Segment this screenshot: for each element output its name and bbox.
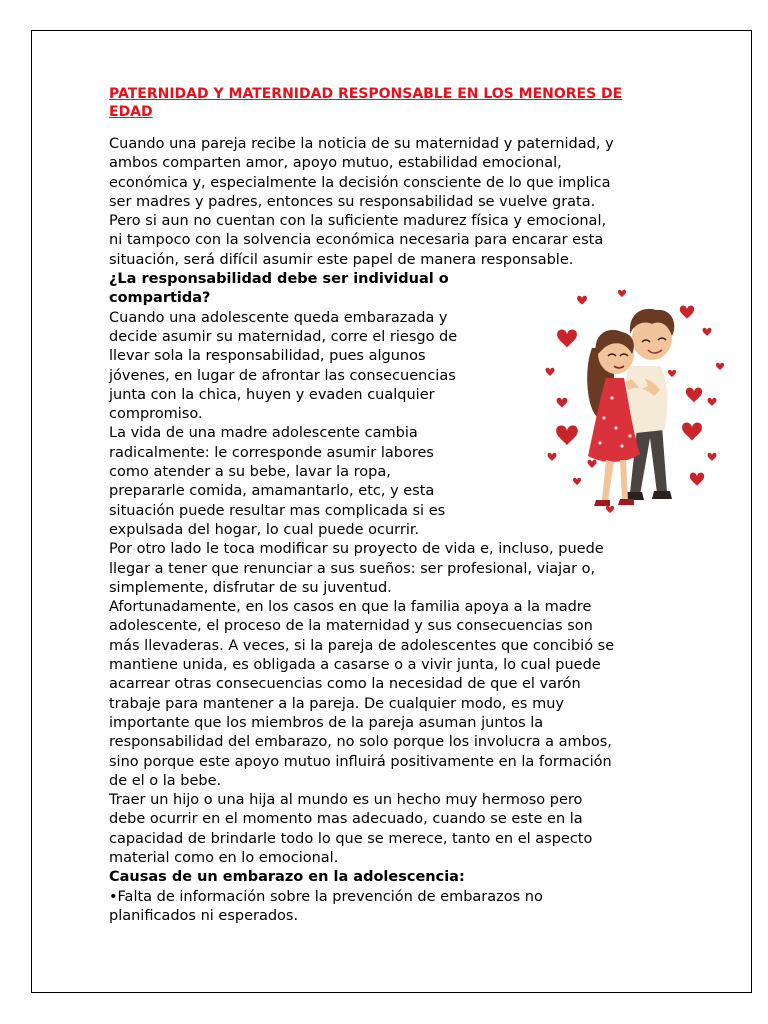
intro-paragraph (109, 135, 669, 270)
text-line: Por otro lado le toca modificar su proyecto de vida e, incluso, puede (109, 541, 604, 558)
text-line: prepararle comida, amamantarlo, etc, y esta (109, 483, 435, 500)
text-line: debe ocurrir en el momento mas adecuado, cuando se este en la (109, 811, 583, 828)
text-line: decide asumir su maternidad, corre el riesgo de (109, 328, 458, 345)
text-line: situación puede resultar mas complicada si es (109, 502, 446, 519)
title-line: EDAD (109, 104, 153, 120)
text-line: jóvenes, en lugar de afrontar las consecuencias (109, 367, 456, 384)
text-line: como atender a su bebe, lavar la ropa, (109, 464, 391, 481)
heading-line: compartida? (109, 290, 211, 307)
text-line: situación, será difícil asumir este papel de manera responsable. (109, 251, 574, 268)
paragraph-family-support (109, 598, 669, 791)
text-line: •Falta de información sobre la prevención de embarazos no (109, 888, 543, 905)
text-line: sino porque este apoyo mutuo influirá positivamente en la formación (109, 753, 612, 770)
couple-hugging-icon (522, 278, 740, 528)
heading-line: ¿La responsabilidad debe ser individual o (109, 271, 449, 288)
text-line: importante que los miembros de la pareja asuman juntos la (109, 714, 544, 731)
document-title (109, 85, 649, 121)
text-line: llevar sola la responsabilidad, pues algunos (109, 348, 426, 365)
text-line: Afortunadamente, en los casos en que la familia apoya a la madre (109, 599, 592, 616)
text-line: La vida de una madre adolescente cambia (109, 425, 418, 442)
bullet-item (109, 888, 669, 927)
text-line: Pero si aun no cuentan con la suficiente madurez física y emocional, (109, 213, 607, 230)
text-line: mantiene unida, es obligada a casarse o a vivir junta, lo cual puede (109, 657, 601, 674)
text-line: ser madres y padres, entonces su responsabilidad se vuelve grata. (109, 193, 596, 210)
text-line: capacidad de brindarle todo lo que se merece, tanto en el aspecto (109, 830, 593, 847)
text-line: Traer un hijo o una hija al mundo es un hecho muy hermoso pero (109, 792, 583, 809)
text-line: compromiso. (109, 406, 203, 423)
text-line: trabaje para mantener a la pareja. De cualquier modo, es muy (109, 695, 564, 712)
text-line: de el o la bebe. (109, 772, 222, 789)
text-line: adolescente, el proceso de la maternidad y sus consecuencias son (109, 618, 593, 635)
text-line: radicalmente: le corresponde asumir labores (109, 444, 434, 461)
text-line: acarrear otras consecuencias como la necesidad de que el varón (109, 676, 581, 693)
text-line: ni tampoco con la solvencia económica necesaria para encarar esta (109, 232, 604, 249)
title-line: PATERNIDAD Y MATERNIDAD RESPONSABLE EN LOS MENORES DE (109, 86, 623, 102)
text-line: responsabilidad del embarazo, no solo porque los involucra a ambos, (109, 734, 612, 751)
couple-illustration (522, 278, 740, 528)
text-line: Cuando una adolescente queda embarazada y (109, 309, 448, 326)
text-line: planificados ni esperados. (109, 907, 299, 924)
text-line: material como en lo emocional. (109, 849, 339, 866)
heading-line: Causas de un embarazo en la adolescencia: (109, 869, 465, 886)
text-line: llegar a tener que renunciar a sus sueños: ser profesional, viajar o, (109, 560, 596, 577)
text-line: económica y, especialmente la decisión consciente de lo que implica (109, 174, 611, 191)
section-heading-causes (109, 868, 669, 887)
text-line: más llevaderas. A veces, si la pareja de adolescentes que concibió se (109, 637, 615, 654)
paragraph-life-project (109, 540, 669, 598)
text-line: Cuando una pareja recibe la noticia de su maternidad y paternidad, y (109, 136, 614, 152)
text-line: expulsada del hogar, lo cual puede ocurrir. (109, 521, 420, 538)
text-line: ambos comparten amor, apoyo mutuo, estabilidad emocional, (109, 155, 562, 172)
text-line: junta con la chica, huyen y evaden cualquier (109, 386, 435, 403)
paragraph-right-moment (109, 791, 669, 868)
document-body (109, 135, 669, 926)
text-line: simplemente, disfrutar de su juventud. (109, 579, 392, 596)
